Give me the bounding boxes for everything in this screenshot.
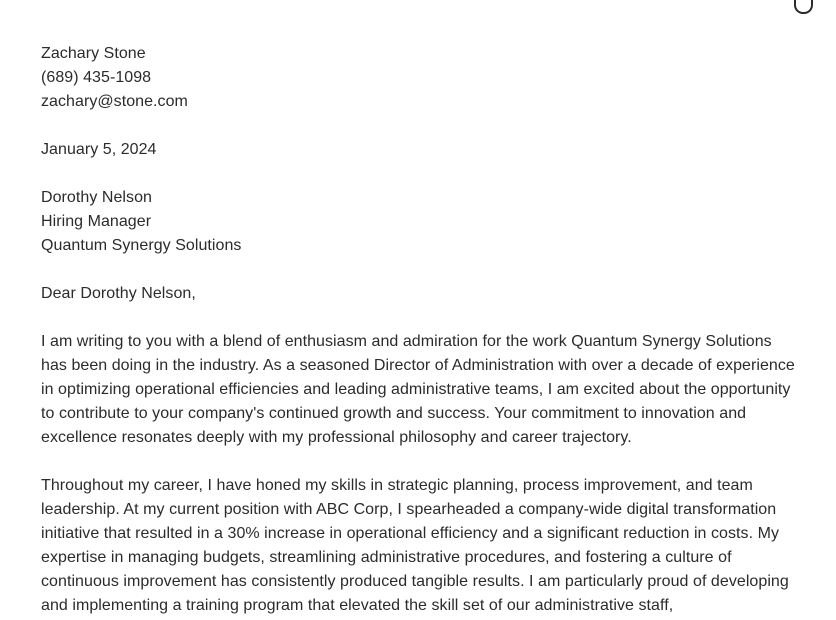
body-paragraph-2: Throughout my career, I have honed my skills in strategic planning, process improvement, and team leadership. At my current position with ABC Corp, I spearheaded a company-wide digital transformation initiative that resulted in a 30% increase in operational efficiency and a significant reduction in costs. My expertise in managing budgets, streamlining administrative procedures, and fostering a culture of continuous improvement has consistently produced tangible results. I am particularly proud of developing and implementing a training program that elevated the skill set of our administrative staff, xyxy=(41,477,794,614)
sender-email: zachary@stone.com xyxy=(41,93,188,110)
recipient-block xyxy=(41,186,795,258)
body-paragraph-1: I am writing to you with a blend of enthusiasm and admiration for the work Quantum Synergy Solutions has been doing in the industry. As a seasoned Director of Administration with over a decade of experience in optimizing operational efficiencies and leading administrative teams, I am excited about the opportunity to contribute to your company's continued growth and success. Your commitment to innovation and excellence resonates deeply with my professional philosophy and career trajectory. xyxy=(41,333,800,446)
sender-name: Zachary Stone xyxy=(41,45,146,62)
letter-date: January 5, 2024 xyxy=(41,141,157,158)
sender-contact-block xyxy=(41,42,795,114)
partial-u-icon[interactable] xyxy=(794,0,813,14)
body-paragraph-2-block xyxy=(41,474,795,618)
body-paragraph-1-block xyxy=(41,330,800,450)
date-block xyxy=(41,138,795,162)
sender-phone: (689) 435-1098 xyxy=(41,69,152,86)
salutation-block xyxy=(41,282,795,306)
recipient-company: Quantum Synergy Solutions xyxy=(41,237,242,254)
salutation: Dear Dorothy Nelson, xyxy=(41,285,196,302)
recipient-name: Dorothy Nelson xyxy=(41,189,152,206)
recipient-title: Hiring Manager xyxy=(41,213,152,230)
cover-letter-document xyxy=(41,0,800,618)
